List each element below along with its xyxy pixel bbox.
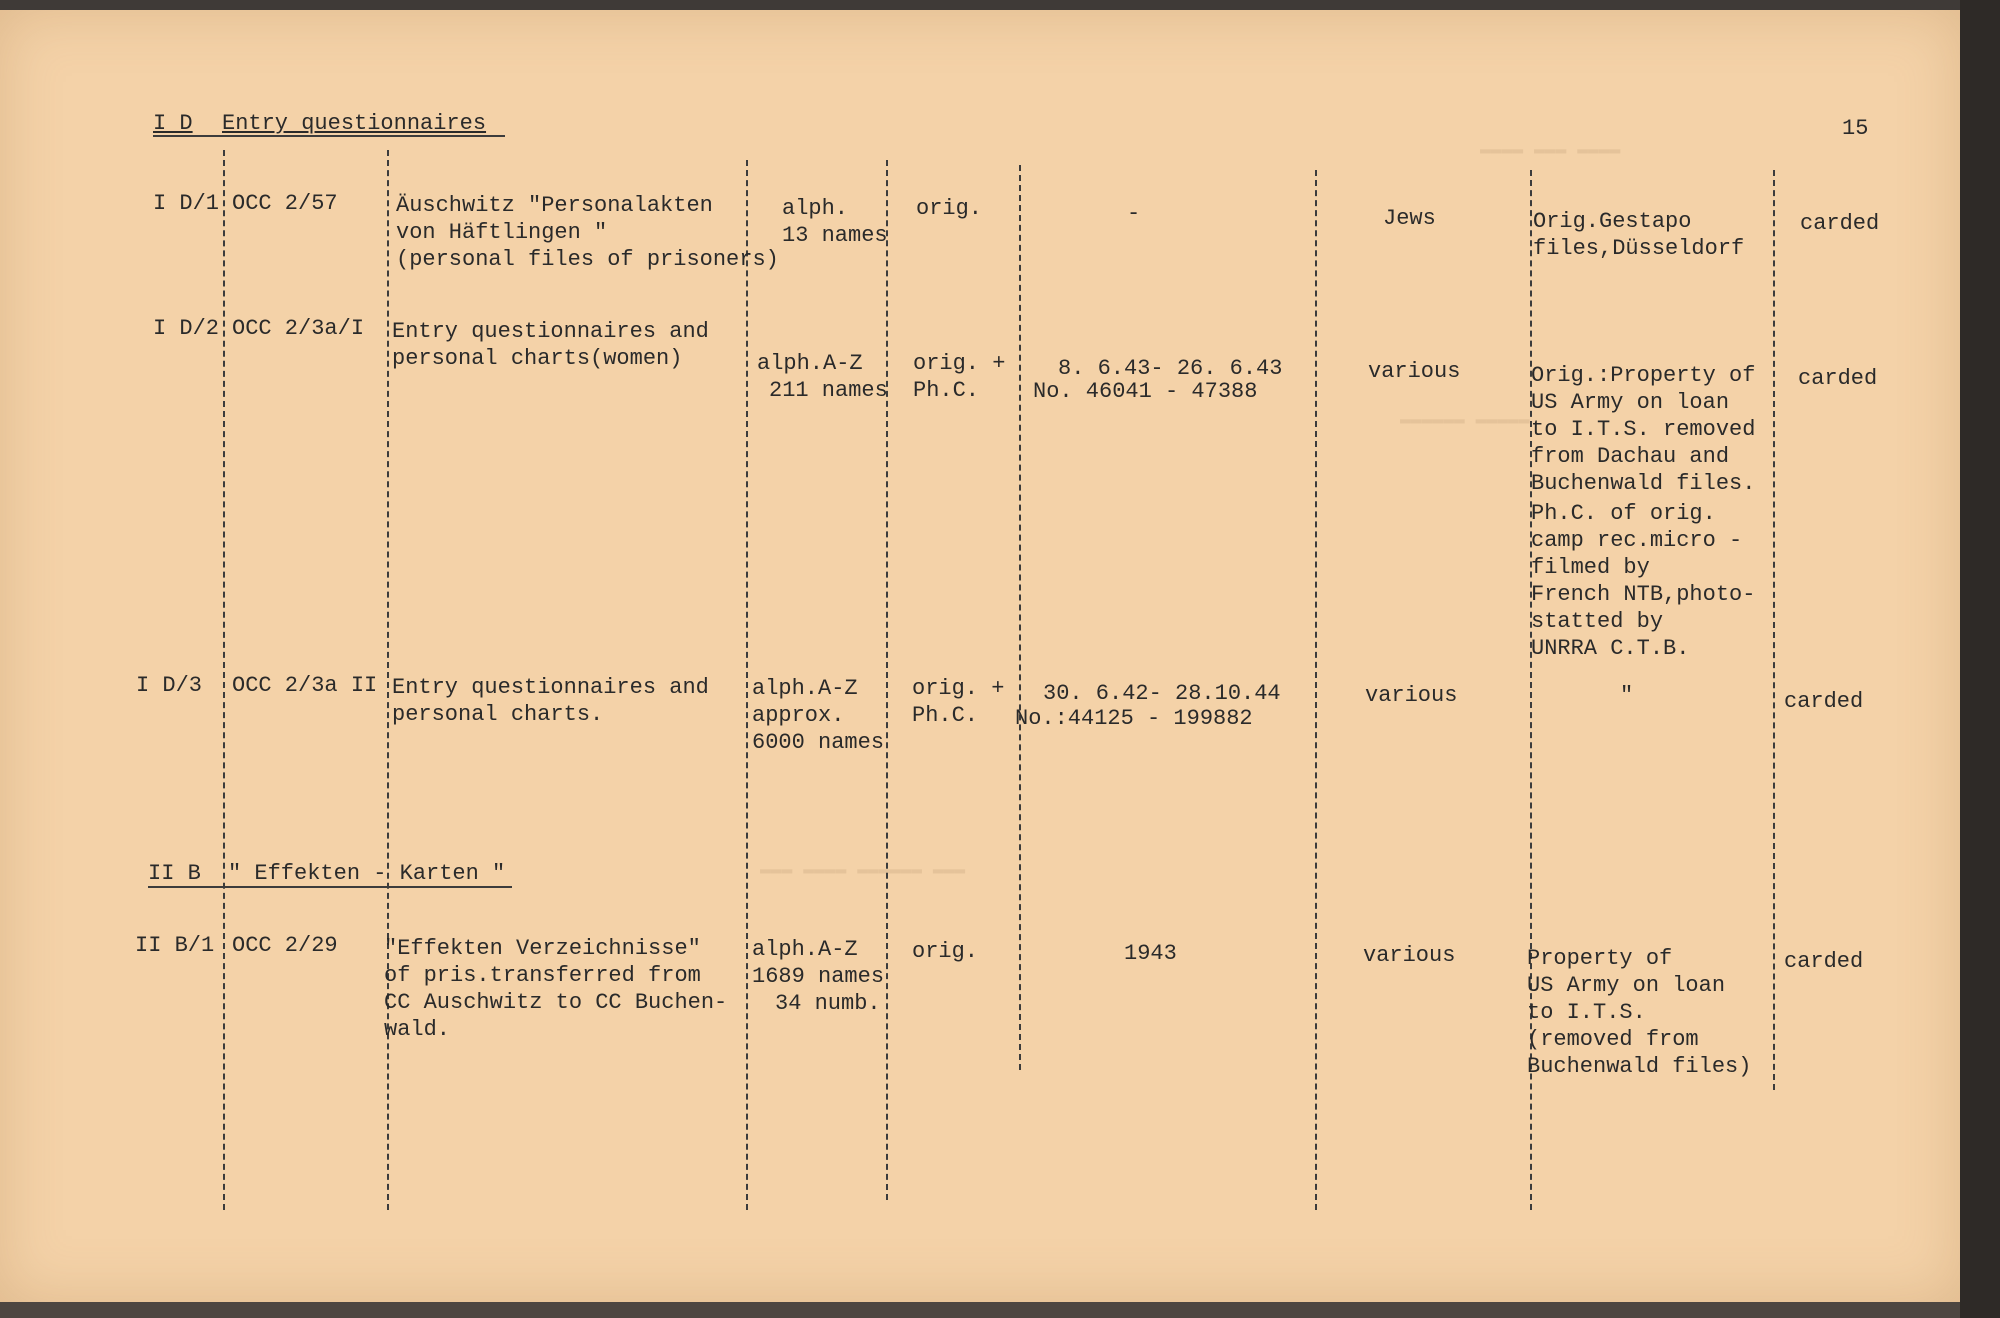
row-source-line: Orig.:Property of [1531, 363, 1756, 388]
column-rule [1019, 165, 1021, 1070]
row-form-line: Ph.C. [912, 703, 979, 728]
row-dates-line: No.:44125 - 199882 [1015, 706, 1253, 731]
column-rule [886, 160, 888, 1200]
row-status: carded [1784, 689, 1864, 714]
row-source-line: camp rec.micro - [1531, 528, 1743, 553]
row-description-line: Entry questionnaires and [392, 675, 709, 700]
row-description-line: personal charts(women) [392, 346, 683, 371]
row-arrangement-line: alph. [782, 196, 849, 221]
column-rule [1315, 170, 1317, 1210]
row-arrangement-line: alph.A-Z [757, 351, 863, 376]
row-source-line: Property of [1527, 946, 1673, 971]
row-description-line: (personal files of prisoners) [396, 247, 779, 272]
bleed-through-text: ▬▬▬ ▬▬▬▬ ▬▬▬▬▬▬ ▬▬▬ [760, 860, 966, 880]
row-id: II B/1 [135, 933, 215, 958]
row-description-line: von Häftlingen " [396, 220, 608, 245]
row-source-line: to I.T.S. removed [1531, 417, 1756, 442]
row-arrangement-line: approx. [752, 703, 845, 728]
row-description-line: "Effekten Verzeichnisse" [384, 936, 701, 961]
row-source-line: statted by [1531, 609, 1664, 634]
scanner-edge-right [1960, 0, 2000, 1318]
section-id-title: Entry questionnaires [222, 111, 487, 136]
row-source-line: files,Düsseldorf [1533, 236, 1745, 261]
column-rule [223, 150, 225, 1210]
column-rule [746, 160, 748, 1210]
row-description-line: Äuschwitz "Personalakten [396, 193, 713, 218]
row-source-line: (removed from [1527, 1027, 1699, 1052]
row-source-line: Ph.C. of orig. [1531, 501, 1716, 526]
bleed-through-text: ▬▬▬▬ ▬▬▬ ▬▬▬▬ [1480, 140, 1621, 160]
column-rule [387, 150, 389, 1210]
row-form: orig. [912, 939, 979, 964]
row-id: I D/1 [153, 191, 220, 216]
row-source-line: Orig.Gestapo [1533, 209, 1692, 234]
row-source-ditto: " [1620, 683, 1634, 708]
row-source-line: French NTB,photo- [1531, 582, 1756, 607]
section-iib-title: " Effekten - Karten " [228, 861, 506, 886]
bleed-through-text: ▬▬▬▬▬▬ ▬▬▬▬▬ [1400, 410, 1530, 430]
row-source-line: Buchenwald files) [1527, 1054, 1752, 1079]
row-description-line: personal charts. [392, 702, 604, 727]
section-id-code: I D [153, 111, 193, 136]
row-source-line: US Army on loan [1527, 973, 1726, 998]
row-status: carded [1798, 366, 1878, 391]
row-source-line: to I.T.S. [1527, 1000, 1646, 1025]
row-reference: OCC 2/57 [232, 191, 338, 216]
row-arrangement-line: 211 names [769, 378, 888, 403]
row-arrangement-line: 34 numb. [775, 991, 881, 1016]
row-source-line: UNRRA C.T.B. [1531, 636, 1690, 661]
row-reference: OCC 2/3a II [232, 673, 378, 698]
scanner-edge-bottom [0, 1302, 1960, 1318]
row-status: carded [1784, 949, 1864, 974]
page-number: 15 [1842, 116, 1869, 141]
row-arrangement-line: alph.A-Z [752, 676, 858, 701]
row-group: various [1368, 359, 1461, 384]
row-description-line: wald. [384, 1017, 451, 1042]
row-arrangement-line: 6000 names [752, 730, 885, 755]
row-dates: - [1127, 201, 1141, 226]
section-iib-underline [148, 886, 512, 888]
row-dates-line: 30. 6.42- 28.10.44 [1043, 681, 1281, 706]
row-dates-line: No. 46041 - 47388 [1033, 379, 1258, 404]
row-source-line: from Dachau and [1531, 444, 1730, 469]
row-dates-line: 8. 6.43- 26. 6.43 [1058, 356, 1283, 381]
row-id: I D/3 [136, 673, 203, 698]
row-source-line: US Army on loan [1531, 390, 1730, 415]
row-group: various [1365, 683, 1458, 708]
row-description-line: Entry questionnaires and [392, 319, 709, 344]
row-arrangement-line: 1689 names [752, 964, 885, 989]
row-arrangement-line: alph.A-Z [752, 937, 858, 962]
section-iib-code: II B [148, 861, 201, 886]
row-status: carded [1800, 211, 1880, 236]
row-group: various [1363, 943, 1456, 968]
row-description-line: of pris.transferred from [384, 963, 701, 988]
row-dates: 1943 [1124, 941, 1177, 966]
section-id-underline [153, 135, 505, 137]
column-rule [1773, 170, 1775, 1090]
row-reference: OCC 2/3a/I [232, 316, 365, 341]
row-group: Jews [1383, 206, 1436, 231]
row-form-line: orig. + [913, 351, 1006, 376]
row-form-line: orig. + [912, 676, 1005, 701]
row-form: orig. [916, 196, 983, 221]
row-id: I D/2 [153, 316, 220, 341]
row-description-line: CC Auschwitz to CC Buchen- [384, 990, 728, 1015]
row-arrangement-line: 13 names [782, 223, 888, 248]
row-source-line: filmed by [1531, 555, 1650, 580]
row-source-line: Buchenwald files. [1531, 471, 1756, 496]
row-reference: OCC 2/29 [232, 933, 338, 958]
row-form-line: Ph.C. [913, 378, 980, 403]
